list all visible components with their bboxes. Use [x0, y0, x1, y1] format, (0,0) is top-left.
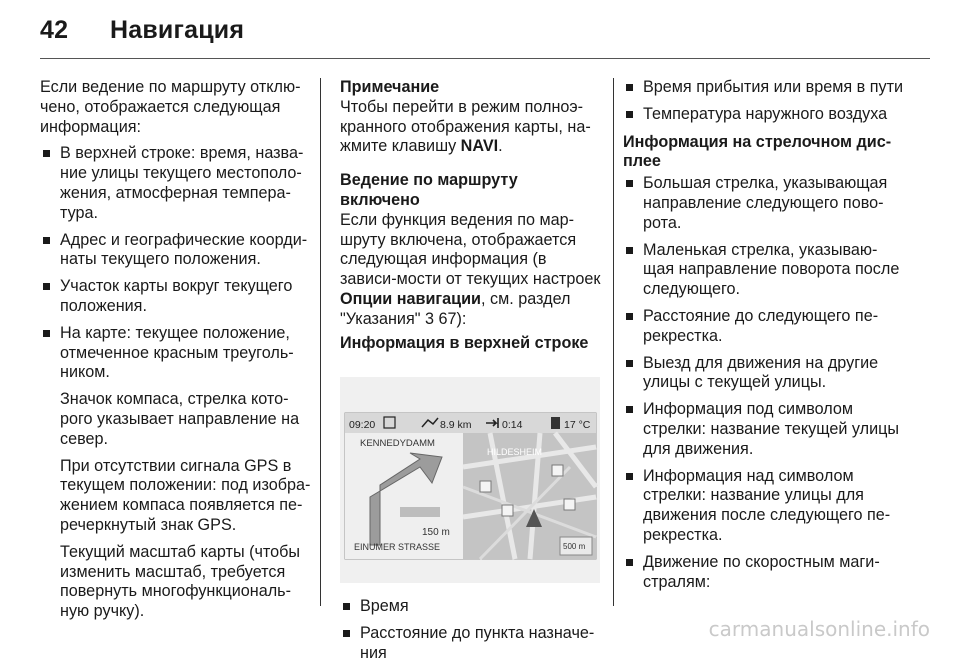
- page-header: [40, 16, 244, 45]
- parking-icon: [552, 465, 563, 476]
- sub-paragraph: При отсутствии сигнала GPS в текущем положении: под изобра-жением компаса появляется пе-речеркнутый знак GPS.: [60, 456, 311, 534]
- sub-paragraph: Значок компаса, стрелка кото-рого указывает направление на север.: [60, 390, 300, 448]
- screen-eta: 0:14: [502, 419, 523, 432]
- column-divider: [320, 78, 321, 606]
- list-item: Информация под символом стрелки: название текущей улицы для движения.: [623, 400, 908, 459]
- column-3: [623, 78, 908, 592]
- list-item: Информация над символом стрелки: название улицы для движения после следующего пе-рекрестка.: [623, 467, 908, 546]
- list-item: Время прибытия или время в пути: [623, 78, 908, 98]
- screen-distance: 8.9 km: [440, 419, 472, 432]
- list-item: Участок карты вокруг текущего положения.: [40, 277, 312, 317]
- screen-temp: 17 °C: [564, 419, 591, 432]
- screen-street-top: KENNEDYDAMM: [360, 438, 435, 450]
- section-heading: Информация в верхней строке: [340, 333, 589, 352]
- parking-icon: [480, 481, 491, 492]
- note-title: Примечание: [340, 78, 440, 96]
- list-item: Время: [340, 597, 602, 617]
- guidance-paragraph: Если функция ведения по мар-шруту включена, отображается следующая информация (в зависи-мости от текущих настроек Опции навигации, см. раздел "Указания" 3 67):: [340, 210, 601, 328]
- parking-icon: [564, 499, 575, 510]
- navigation-screen-image: [340, 377, 600, 583]
- page-title: Навигация: [110, 16, 245, 44]
- page-reference: 3 67):: [424, 309, 467, 328]
- list-item: Маленькая стрелка, указываю-щая направление поворота после следующего.: [623, 241, 908, 300]
- screen-street-bottom: EINUMER STRASSE: [354, 542, 441, 553]
- list-item: Большая стрелка, указывающая направление следующего пово-рота.: [623, 174, 908, 233]
- parking-icon: [502, 505, 513, 516]
- list-item: Расстояние до следующего пе-рекрестка.: [623, 307, 908, 347]
- list-item: Выезд для движения на другие улицы с текущей улицы.: [623, 354, 908, 394]
- page-number: 42: [40, 16, 69, 44]
- options-link: Опции навигации: [340, 289, 482, 308]
- column-divider: [613, 78, 614, 606]
- list-item: На карте: текущее положение, отмеченное красным треуголь-ником.: [40, 324, 312, 383]
- list-item: Адрес и географические коорди-наты текущего положения.: [40, 231, 312, 271]
- list-item: В верхней строке: время, назва-ние улицы текущего местополо-жения, атмосферная темпера-тура.: [40, 144, 312, 223]
- header-rule: [40, 58, 930, 59]
- list-item: Движение по скоростным маги-стралям:: [623, 553, 908, 593]
- screen-scale: 500 m: [563, 542, 586, 552]
- thermometer-icon: [551, 417, 560, 429]
- sub-paragraph: Текущий масштаб карты (чтобы изменить масштаб, требуется повернуть многофункциональ-ную ручку).: [60, 542, 301, 621]
- screen-city: HILDESHEIM: [487, 447, 543, 458]
- intro-paragraph: Если ведение по маршруту отклю-чено, отображается следующая информация:: [40, 78, 301, 136]
- screen-turn-distance: 150 m: [422, 527, 450, 539]
- section-heading: Ведение по маршруту включено: [340, 171, 518, 209]
- navi-key: NAVI: [460, 137, 499, 156]
- list-item: Температура наружного воздуха: [623, 105, 908, 125]
- column-2: [340, 78, 602, 664]
- note-text: Чтобы перейти в режим полноэ-кранного отображения карты, на-жмите клавишу NAVI.: [340, 97, 591, 156]
- section-heading: Информация на стрелочном дис-плее: [623, 132, 892, 171]
- screen-time: 09:20: [349, 419, 376, 432]
- watermark: carmanualsonline.info: [708, 617, 930, 641]
- list-item: Расстояние до пункта назначе-ния: [340, 624, 602, 664]
- column-1: [40, 78, 312, 622]
